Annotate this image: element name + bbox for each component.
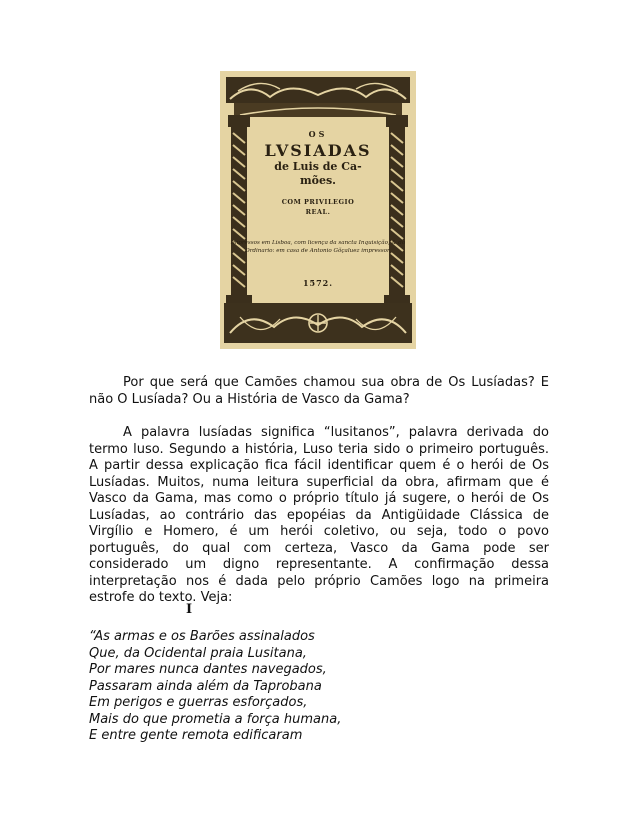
- title-page-image: [220, 71, 416, 349]
- stanza-line: Que, da Ocidental praia Lusitana,: [89, 645, 307, 661]
- paragraph-question: [89, 375, 549, 408]
- stanza-line: Por mares nunca dantes navegados,: [89, 662, 327, 677]
- cover-privilege: COM PRIVILEGIO: [281, 198, 355, 206]
- stanza-line: “As armas e os Barões assinalados: [89, 629, 315, 644]
- stanza-line: E entre gente remota edificaram: [89, 728, 303, 743]
- cover-title: LVSIADAS: [264, 141, 372, 160]
- cover-author-line1: de Luis de Ca-: [274, 160, 362, 173]
- cover-year: 1572.: [302, 278, 334, 288]
- cover-os: OS: [308, 129, 328, 139]
- paragraph-question-text: Por que será que Camões chamou sua obra de Os Lusíadas? E não O Lusíada? Ou a História de Vasco da Gama?: [89, 375, 549, 407]
- paragraph-explanation: [89, 425, 549, 607]
- stanza-line: Mais do que prometia a força humana,: [89, 711, 342, 727]
- cover-author-line2: mões.: [300, 174, 336, 187]
- cover-real: REAL.: [305, 208, 331, 216]
- stanza-line: Passaram ainda além da Taprobana: [89, 678, 322, 694]
- paragraph-explanation-text: A palavra lusíadas significa “lusitanos”, palavra derivada do termo luso. Segundo a história, Luso teria sido o primeiro português. A partir dessa explicação fica fácil identificar quem é o herói de Os Lusíadas. Muitos, numa leitura superficial da obra, afirmam que é Vasco da Gama, mas como o próprio título já sugere, o herói de Os Lusíadas, ao contrário das epopéias da Antigüidade Clássica de Virgílio e Homero, é um herói coletivo, ou seja, todo o povo português, do qual com certeza, Vasco da Gama pode ser considerado um digno representante. A confirmação dessa interpretação nos é dada pelo próprio Camões logo na primeira estrofe do texto. Veja:: [89, 425, 549, 605]
- cover-imprint: Impressos em Lisboa, com licença da sancta Inquisição, & do Ordinario: em casa de Antonio Gõçaluez impressor.: [230, 240, 406, 254]
- stanza-number: I: [186, 602, 193, 617]
- stanza-lines: [89, 629, 341, 745]
- stanza-line: Em perigos e guerras esforçados,: [89, 695, 308, 710]
